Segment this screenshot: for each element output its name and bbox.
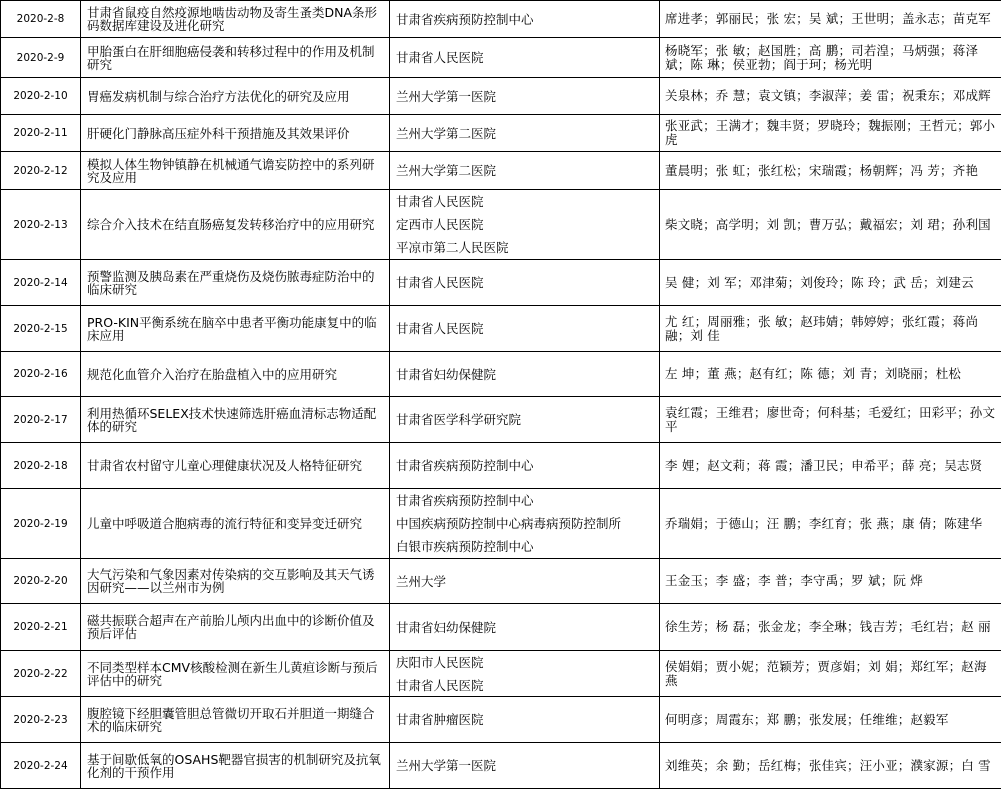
completion-unit-cell [390,443,660,489]
completion-people-cell: 柴文晓；高学明；刘 凯；曹万弘；戴福宏；刘 珺；孙利国 [660,190,1001,260]
project-title-cell: 大气污染和气象因素对传染病的交互影响及其天气诱因研究——以兰州市为例 [81,559,390,604]
completion-unit-cell [390,260,660,306]
project-title-cell: 预警监测及胰岛素在严重烧伤及烧伤脓毒症防治中的临床研究 [81,260,390,306]
table-row [1,651,1001,697]
completion-unit-cell [390,604,660,651]
project-id-cell: 2020-2-9 [1,38,81,78]
project-id-cell: 2020-2-10 [1,78,81,115]
project-title-cell: 胃癌发病机制与综合治疗方法优化的研究及应用 [81,78,390,115]
table-row [1,152,1001,190]
project-title-cell: 肝硬化门静脉高压症外科干预措施及其效果评价 [81,115,390,152]
project-title-cell: 综合介入技术在结直肠癌复发转移治疗中的应用研究 [81,190,390,260]
completion-people-cell: 关泉林；乔 慧；袁文镇；李淑萍；姜 雷；祝秉东；邓成辉 [660,78,1001,115]
completion-unit: 中国疾病预防控制中心病毒病预防控制所 [396,516,622,531]
completion-people-cell: 刘维英；余 勤；岳红梅；张佳宾；汪小亚；濮家源；白 雪 [660,743,1001,789]
completion-unit-cell [390,152,660,190]
completion-unit: 兰州大学第一医院 [396,88,497,104]
completion-people-cell: 尤 红；周丽雅；张 敏；赵玮婧；韩婷婷；张红霞；蒋尚融；刘 佳 [660,306,1001,352]
project-title-cell: 模拟人体生物钟镇静在机械通气谵妄防控中的系列研究及应用 [81,152,390,190]
project-title-cell: PRO-KIN平衡系统在脑卒中患者平衡功能康复中的临床应用 [81,306,390,352]
table-row [1,306,1001,352]
completion-unit: 甘肃省人民医院 [396,50,484,65]
awards-table-body [1,1,1001,789]
completion-unit: 兰州大学第二医院 [396,163,497,178]
project-title-cell: 甘肃省农村留守儿童心理健康状况及人格特征研究 [81,443,390,489]
completion-people-cell: 王金玉；李 盛；李 普；李守禹；罗 斌；阮 烨 [660,559,1001,604]
completion-unit: 定西市人民医院 [396,217,484,232]
completion-unit: 甘肃省医学科学研究院 [396,412,522,427]
table-row [1,352,1001,397]
project-id-cell: 2020-2-14 [1,260,81,306]
table-row [1,697,1001,743]
project-id-cell: 2020-2-12 [1,152,81,190]
completion-unit: 甘肃省妇幼保健院 [396,366,497,382]
project-id-cell: 2020-2-20 [1,559,81,604]
project-title-cell: 不同类型样本CMV核酸检测在新生儿黄疸诊断与预后评估中的研究 [81,651,390,697]
completion-people-cell: 张亚武；王满才；魏丰贤；罗晓玲；魏振刚；王哲元；郭小虎 [660,115,1001,152]
completion-unit: 甘肃省人民医院 [396,677,484,693]
completion-unit: 甘肃省疾病预防控制中心 [396,11,534,27]
completion-unit-cell [390,352,660,397]
table-row [1,604,1001,651]
completion-people-cell: 袁红霞；王维君；廖世奇；何科基；毛爱红；田彩平；孙文平 [660,397,1001,443]
table-row [1,115,1001,152]
table-row [1,559,1001,604]
completion-unit-cell [390,306,660,352]
project-id-cell: 2020-2-15 [1,306,81,352]
completion-unit: 甘肃省人民医院 [396,275,484,290]
completion-unit-cell [390,115,660,152]
project-title-cell: 甘肃省鼠疫自然疫源地啮齿动物及寄生蚤类DNA条形码数据库建设及进化研究 [81,1,390,38]
table-row [1,443,1001,489]
table-row [1,260,1001,306]
completion-unit-cell [390,743,660,789]
completion-people-cell: 吴 健；刘 军；邓津菊；刘俊玲；陈 玲；武 岳；刘建云 [660,260,1001,306]
table-row [1,489,1001,559]
completion-unit-cell [390,190,660,260]
project-id-cell: 2020-2-16 [1,352,81,397]
completion-people-cell: 徐生芳；杨 磊；张金龙；李全琳；钱吉芳；毛红岩；赵 丽 [660,604,1001,651]
completion-unit: 甘肃省人民医院 [396,321,484,336]
completion-unit-cell [390,651,660,697]
completion-unit: 兰州大学第一医院 [396,758,497,773]
project-title-cell: 腹腔镜下经胆囊管胆总管微切开取石并胆道一期缝合术的临床研究 [81,697,390,743]
completion-unit: 甘肃省肿瘤医院 [396,712,484,727]
project-title-cell: 规范化血管介入治疗在胎盘植入中的应用研究 [81,352,390,397]
completion-people-cell: 杨晓军；张 敏；赵国胜；高 鹏；司若湟；马炳强；蒋泽斌；陈 琳；侯亚勃；阎于珂；杨光明 [660,38,1001,78]
project-id-cell: 2020-2-18 [1,443,81,489]
completion-unit: 兰州大学 [396,573,447,589]
completion-unit-cell [390,397,660,443]
project-id-cell: 2020-2-23 [1,697,81,743]
completion-people-cell: 左 坤；董 燕；赵有红；陈 德；刘 青；刘晓丽；杜松 [660,352,1001,397]
completion-unit-cell [390,489,660,559]
completion-unit: 甘肃省疾病预防控制中心 [396,458,534,473]
completion-people-cell: 董晨明；张 虹；张红松；宋瑞霞；杨朝辉；冯 芳；齐艳 [660,152,1001,190]
completion-people-cell: 乔瑞娟；于德山；汪 鹏；李红育；张 燕；康 倩；陈建华 [660,489,1001,559]
completion-unit: 甘肃省疾病预防控制中心 [396,493,534,508]
project-id-cell: 2020-2-24 [1,743,81,789]
completion-unit: 甘肃省妇幼保健院 [396,619,497,635]
project-id-cell: 2020-2-13 [1,190,81,260]
project-id-cell: 2020-2-22 [1,651,81,697]
completion-unit: 平凉市第二人民医院 [396,240,509,255]
project-title-cell: 磁共振联合超声在产前胎儿颅内出血中的诊断价值及预后评估 [81,604,390,651]
project-id-cell: 2020-2-8 [1,1,81,38]
completion-unit-cell [390,1,660,38]
completion-unit: 兰州大学第二医院 [396,125,497,141]
completion-unit-cell [390,38,660,78]
project-title-cell: 甲胎蛋白在肝细胞癌侵袭和转移过程中的作用及机制研究 [81,38,390,78]
completion-unit: 庆阳市人民医院 [396,654,484,670]
table-row [1,38,1001,78]
completion-people-cell: 李 娌；赵文莉；蒋 霞；潘卫民；申希平；薛 亮；吴志贤 [660,443,1001,489]
project-id-cell: 2020-2-21 [1,604,81,651]
completion-unit: 甘肃省人民医院 [396,194,484,209]
project-title-cell: 儿童中呼吸道合胞病毒的流行特征和变异变迁研究 [81,489,390,559]
completion-people-cell: 何明彦；周霞东；郑 鹏；张发展；任维维；赵毅军 [660,697,1001,743]
table-row [1,190,1001,260]
table-row [1,397,1001,443]
table-row [1,78,1001,115]
table-row [1,743,1001,789]
completion-people-cell: 席进孝；郭丽民；张 宏；吴 斌；王世明；盖永志；苗克军 [660,1,1001,38]
project-title-cell: 利用热循环SELEX技术快速筛选肝癌血清标志物适配体的研究 [81,397,390,443]
completion-unit: 白银市疾病预防控制中心 [396,539,534,554]
completion-people-cell: 侯娟娟；贾小妮；范颖芳；贾彦娟；刘 娟；郑红军；赵海燕 [660,651,1001,697]
table-row [1,1,1001,38]
project-title-cell: 基于间歇低氧的OSAHS靶器官损害的机制研究及抗氧化剂的干预作用 [81,743,390,789]
project-id-cell: 2020-2-19 [1,489,81,559]
completion-unit-cell [390,78,660,115]
completion-unit-cell [390,559,660,604]
project-id-cell: 2020-2-17 [1,397,81,443]
project-id-cell: 2020-2-11 [1,115,81,152]
completion-unit-cell [390,697,660,743]
